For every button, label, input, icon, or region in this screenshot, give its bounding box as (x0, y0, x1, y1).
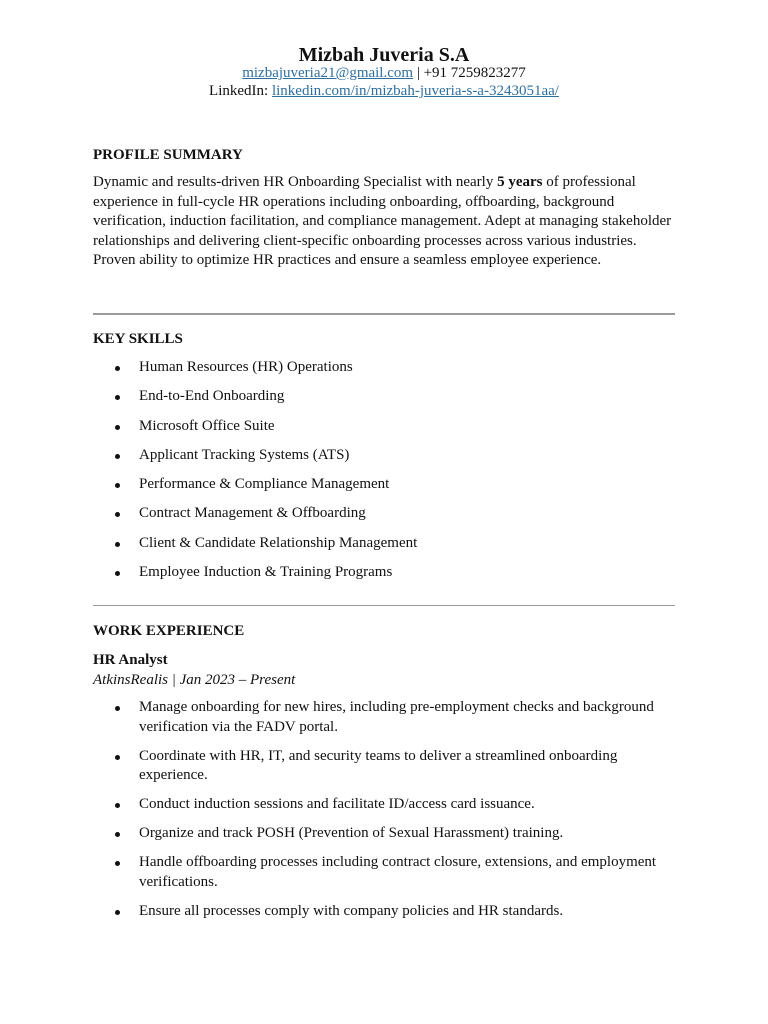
linkedin-line (93, 81, 675, 101)
summary-text-end: of professional experience in full-cycle HR operations including onboarding, offboarding, background verification, induction facilitation, and compliance management. Adept at managing stakeholder relationships and delivering client-specific onboarding processes across various industries. Proven ability to optimize HR practices and ensure a seamless employee experience. (93, 174, 672, 268)
candidate-name: Mizbah Juveria S.A (298, 44, 470, 66)
skill-item (93, 387, 675, 416)
duty-item (93, 747, 675, 786)
skill-item (93, 534, 675, 563)
duty-text: Conduct induction sessions and facilitate ID/access card issuance. (139, 796, 535, 812)
bullet-icon (115, 706, 120, 711)
skill-label: Performance & Compliance Management (139, 476, 390, 493)
bullet-icon (115, 803, 120, 808)
duty-text: Coordinate with HR, IT, and security teams to deliver a streamlined onboarding experience. (139, 747, 618, 783)
key-skills-heading: KEY SKILLS (93, 331, 183, 347)
skill-label: Human Resources (HR) Operations (139, 359, 353, 375)
summary-text-start: Dynamic and results-driven HR Onboarding Specialist with nearly (93, 174, 498, 190)
duty-text: Ensure all processes comply with company policies and HR standards. (139, 902, 564, 919)
skill-item (93, 475, 675, 504)
skills-list (93, 358, 675, 592)
job-company-dates: AtkinsRealis | Jan 2023 – Present (93, 672, 296, 688)
summary-years-bold: 5 years (497, 174, 543, 190)
duty-item (93, 795, 675, 815)
skill-label: End-to-End Onboarding (139, 388, 285, 405)
bullet-icon (115, 571, 120, 576)
contact-line (93, 63, 675, 83)
skill-label: Applicant Tracking Systems (ATS) (139, 446, 350, 463)
bullet-icon (115, 832, 120, 837)
linkedin-link[interactable]: linkedin.com/in/mizbah-juveria-s-a-3243051aa/ (271, 83, 559, 99)
duties-list (93, 698, 675, 931)
bullet-icon (115, 483, 120, 488)
profile-summary-text (93, 173, 675, 271)
skill-item (93, 446, 675, 475)
bullet-icon (115, 454, 120, 459)
bullet-icon (115, 910, 120, 915)
duty-text: Organize and track POSH (Prevention of Sexual Harassment) training. (139, 825, 564, 841)
bullet-icon (115, 861, 120, 866)
skill-item (93, 504, 675, 533)
work-experience-heading: WORK EXPERIENCE (93, 623, 245, 639)
skill-item (93, 563, 675, 592)
profile-summary-heading: PROFILE SUMMARY (93, 147, 243, 163)
linkedin-label: LinkedIn: (209, 83, 272, 99)
duty-item (93, 902, 675, 922)
skill-label: Employee Induction & Training Programs (139, 564, 393, 581)
job-title: HR Analyst (93, 652, 168, 668)
phone-text: | +91 7259823277 (413, 65, 526, 81)
skill-label: Client & Candidate Relationship Management (139, 534, 418, 551)
bullet-icon (115, 366, 120, 371)
bullet-icon (115, 425, 120, 430)
section-divider (93, 313, 675, 315)
bullet-icon (115, 542, 120, 547)
skill-label: Microsoft Office Suite (139, 417, 275, 434)
section-divider (93, 605, 675, 606)
skill-item (93, 358, 675, 387)
duty-text: Manage onboarding for new hires, including pre-employment checks and background verification via the FADV portal. (139, 699, 654, 735)
bullet-icon (115, 512, 120, 517)
bullet-icon (115, 755, 120, 760)
skill-item (93, 417, 675, 446)
duty-item (93, 853, 675, 892)
email-link[interactable]: mizbajuveria21@gmail.com (242, 65, 414, 81)
bullet-icon (115, 395, 120, 400)
skill-label: Contract Management & Offboarding (139, 505, 366, 522)
duty-item (93, 824, 675, 844)
duty-item (93, 698, 675, 737)
duty-text: Handle offboarding processes including contract closure, extensions, and employment verifications. (139, 854, 657, 890)
